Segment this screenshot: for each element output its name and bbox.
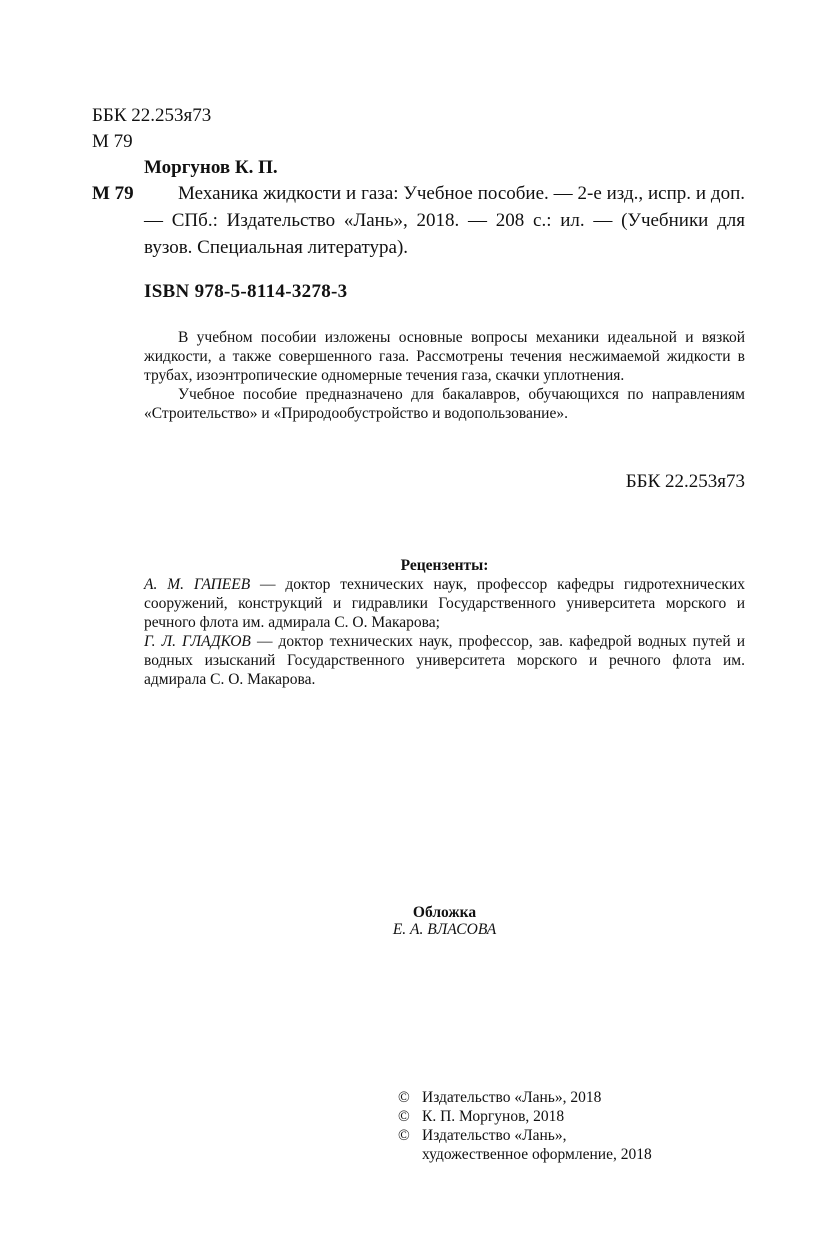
reviewer-entry: [144, 575, 745, 632]
reviewer-description: — доктор технических наук, профессор, зав. кафедрой водных путей и водных изысканий Государственного университета морского и речного флота им. адмирала С. О. Макарова.: [144, 633, 745, 688]
reviewers-list: [144, 575, 745, 689]
reviewer-description: — доктор технических наук, профессор кафедры гидротехнических сооружений, конструкций и гидравлики Государственного университета морского и речного флота им. адмирала С. О. Макарова;: [144, 576, 746, 631]
copyright-block: [398, 1088, 652, 1164]
copyright-text: Издательство «Лань», 2018: [422, 1089, 602, 1106]
reviewer-name: А. М. ГАПЕЕВ: [144, 576, 251, 593]
copyright-text: К. П. Моргунов, 2018: [422, 1108, 565, 1125]
abstract-paragraph-2: Учебное пособие предназначено для бакалавров, обучающихся по направлениям «Строительство» и «Природообустройство и водопользование».: [144, 386, 745, 422]
isbn: ISBN 978-5-8114-3278-3: [144, 281, 348, 302]
reviewers-heading: Рецензенты:: [400, 557, 489, 574]
copyright-icon: ©: [398, 1089, 410, 1106]
cover-artist: Е. А. ВЛАСОВА: [392, 921, 497, 938]
copyright-line: [398, 1126, 652, 1145]
copyright-line: [398, 1088, 652, 1107]
author-name: Моргунов К. П.: [144, 157, 278, 178]
catalog-index-bold: М 79: [92, 183, 134, 204]
reviewer-entry: [144, 632, 745, 689]
copyright-text: Издательство «Лань»,: [422, 1127, 567, 1144]
bibliographic-description: Механика жидкости и газа: Учебное пособие. — 2-е изд., испр. и доп. — СПб.: Издательство «Лань», 2018. — 208 с.: ил. — (Учебники для вузов. Специальная литература).: [144, 183, 745, 258]
copyright-icon: ©: [398, 1127, 410, 1144]
copyright-line: [398, 1107, 652, 1126]
copyright-icon: ©: [398, 1108, 410, 1125]
copyright-text-continuation: художественное оформление, 2018: [422, 1146, 652, 1163]
catalog-index: М 79: [92, 131, 133, 152]
abstract: [144, 328, 745, 423]
bbk-code: ББК 22.253я73: [92, 105, 212, 126]
abstract-paragraph-1: В учебном пособии изложены основные вопросы механики идеальной и вязкой жидкости, а также совершенного газа. Рассмотрены течения несжимаемой жидкости в трубах, изоэнтропические одномерные течения газа, скачки уплотнения.: [144, 329, 745, 384]
reviewer-name: Г. Л. ГЛАДКОВ: [144, 633, 251, 650]
bbk-code-bottom: ББК 22.253я73: [625, 471, 745, 492]
cover-heading: Обложка: [412, 904, 477, 921]
